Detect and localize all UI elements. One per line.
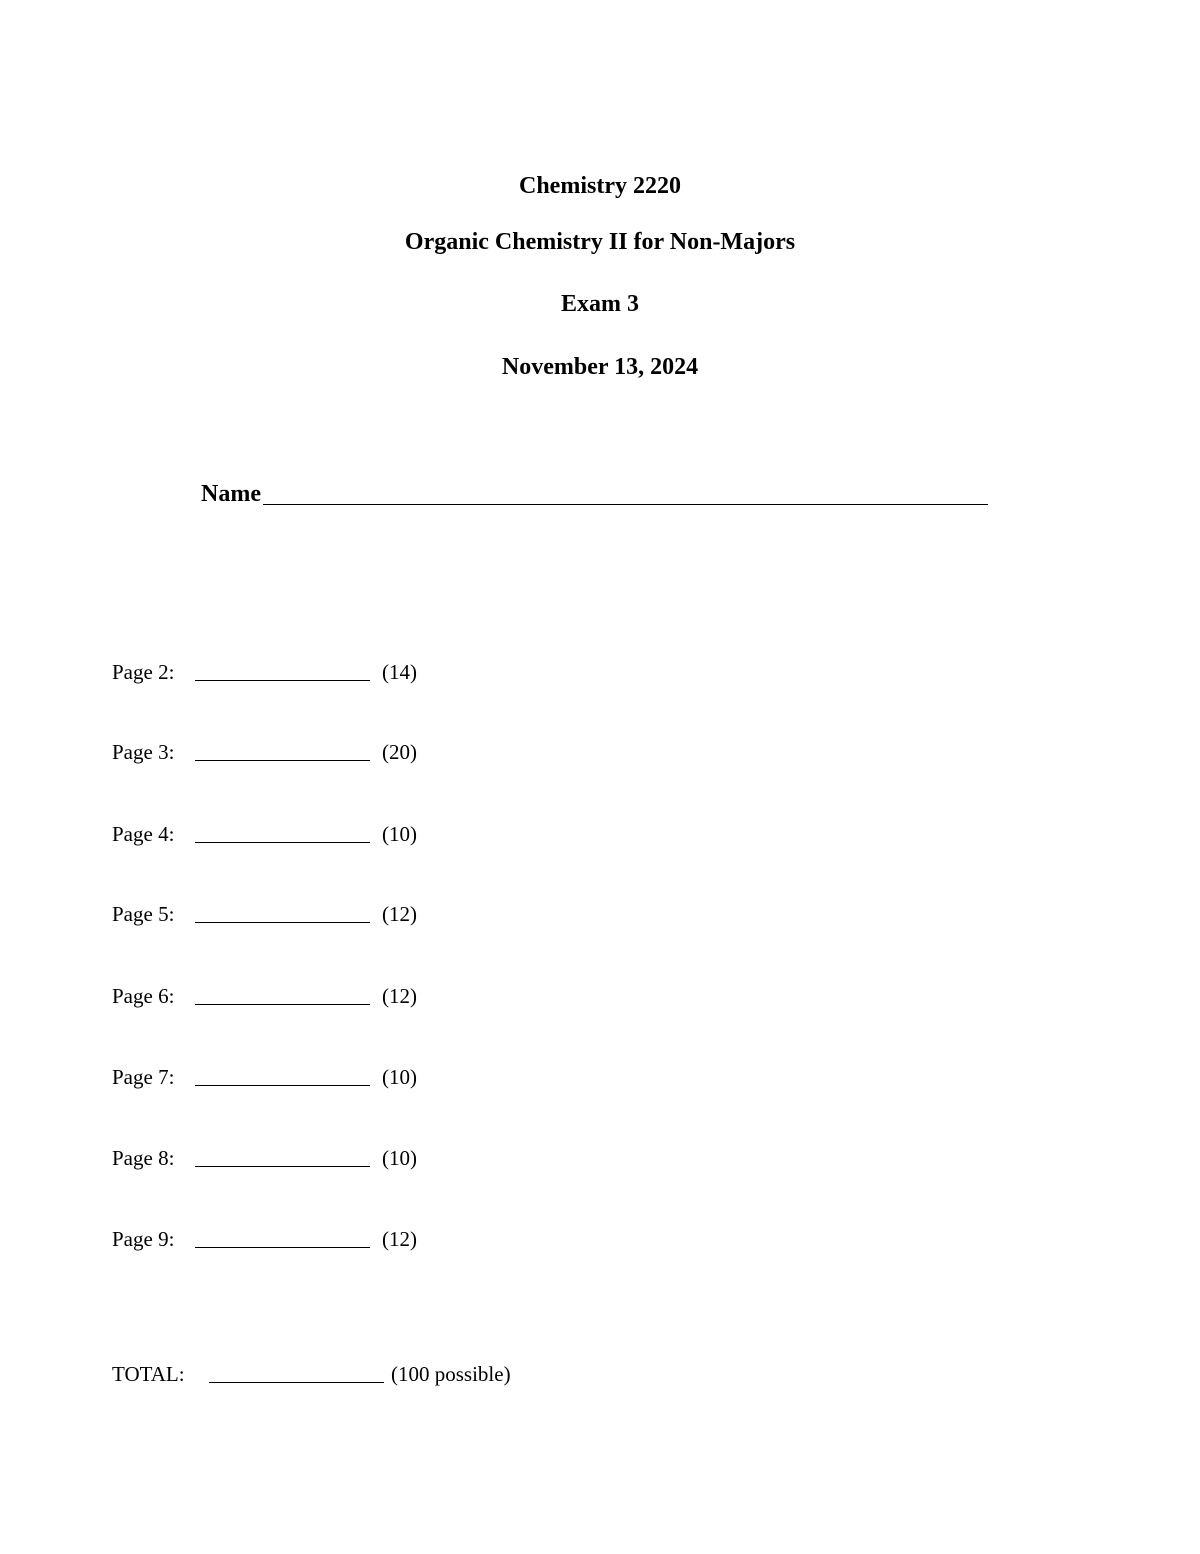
score-blank-line[interactable] [195, 824, 370, 843]
course-title: Organic Chemistry II for Non-Majors [404, 229, 796, 255]
exam-title: Exam 3 [561, 291, 639, 317]
score-blank-line[interactable] [195, 986, 370, 1005]
score-blank-line[interactable] [195, 1067, 370, 1086]
score-label: Page 8: [112, 1146, 175, 1170]
score-points: (14) [382, 660, 417, 684]
name-blank-line[interactable] [263, 480, 988, 505]
total-points: (100 possible) [391, 1362, 511, 1386]
course-number: Chemistry 2220 [519, 173, 681, 199]
total-blank-line[interactable] [209, 1364, 384, 1383]
score-blank-line[interactable] [195, 1229, 370, 1248]
score-blank-line[interactable] [195, 662, 370, 681]
score-label: Page 5: [112, 902, 175, 926]
score-blank-line[interactable] [195, 742, 370, 761]
score-label: Page 6: [112, 984, 175, 1008]
score-points: (10) [382, 822, 417, 846]
score-label: Page 9: [112, 1227, 175, 1251]
score-label: Page 3: [112, 740, 175, 764]
score-points: (12) [382, 984, 417, 1008]
score-label: Page 7: [112, 1065, 175, 1089]
score-blank-line[interactable] [195, 904, 370, 923]
score-points: (12) [382, 902, 417, 926]
name-label: Name [201, 481, 261, 507]
score-points: (20) [382, 740, 417, 764]
total-label: TOTAL: [112, 1362, 185, 1386]
score-points: (12) [382, 1227, 417, 1251]
score-label: Page 4: [112, 822, 175, 846]
name-field [201, 480, 988, 508]
score-points: (10) [382, 1146, 417, 1170]
exam-date: November 13, 2024 [501, 354, 699, 380]
score-points: (10) [382, 1065, 417, 1089]
score-label: Page 2: [112, 660, 175, 684]
score-blank-line[interactable] [195, 1148, 370, 1167]
